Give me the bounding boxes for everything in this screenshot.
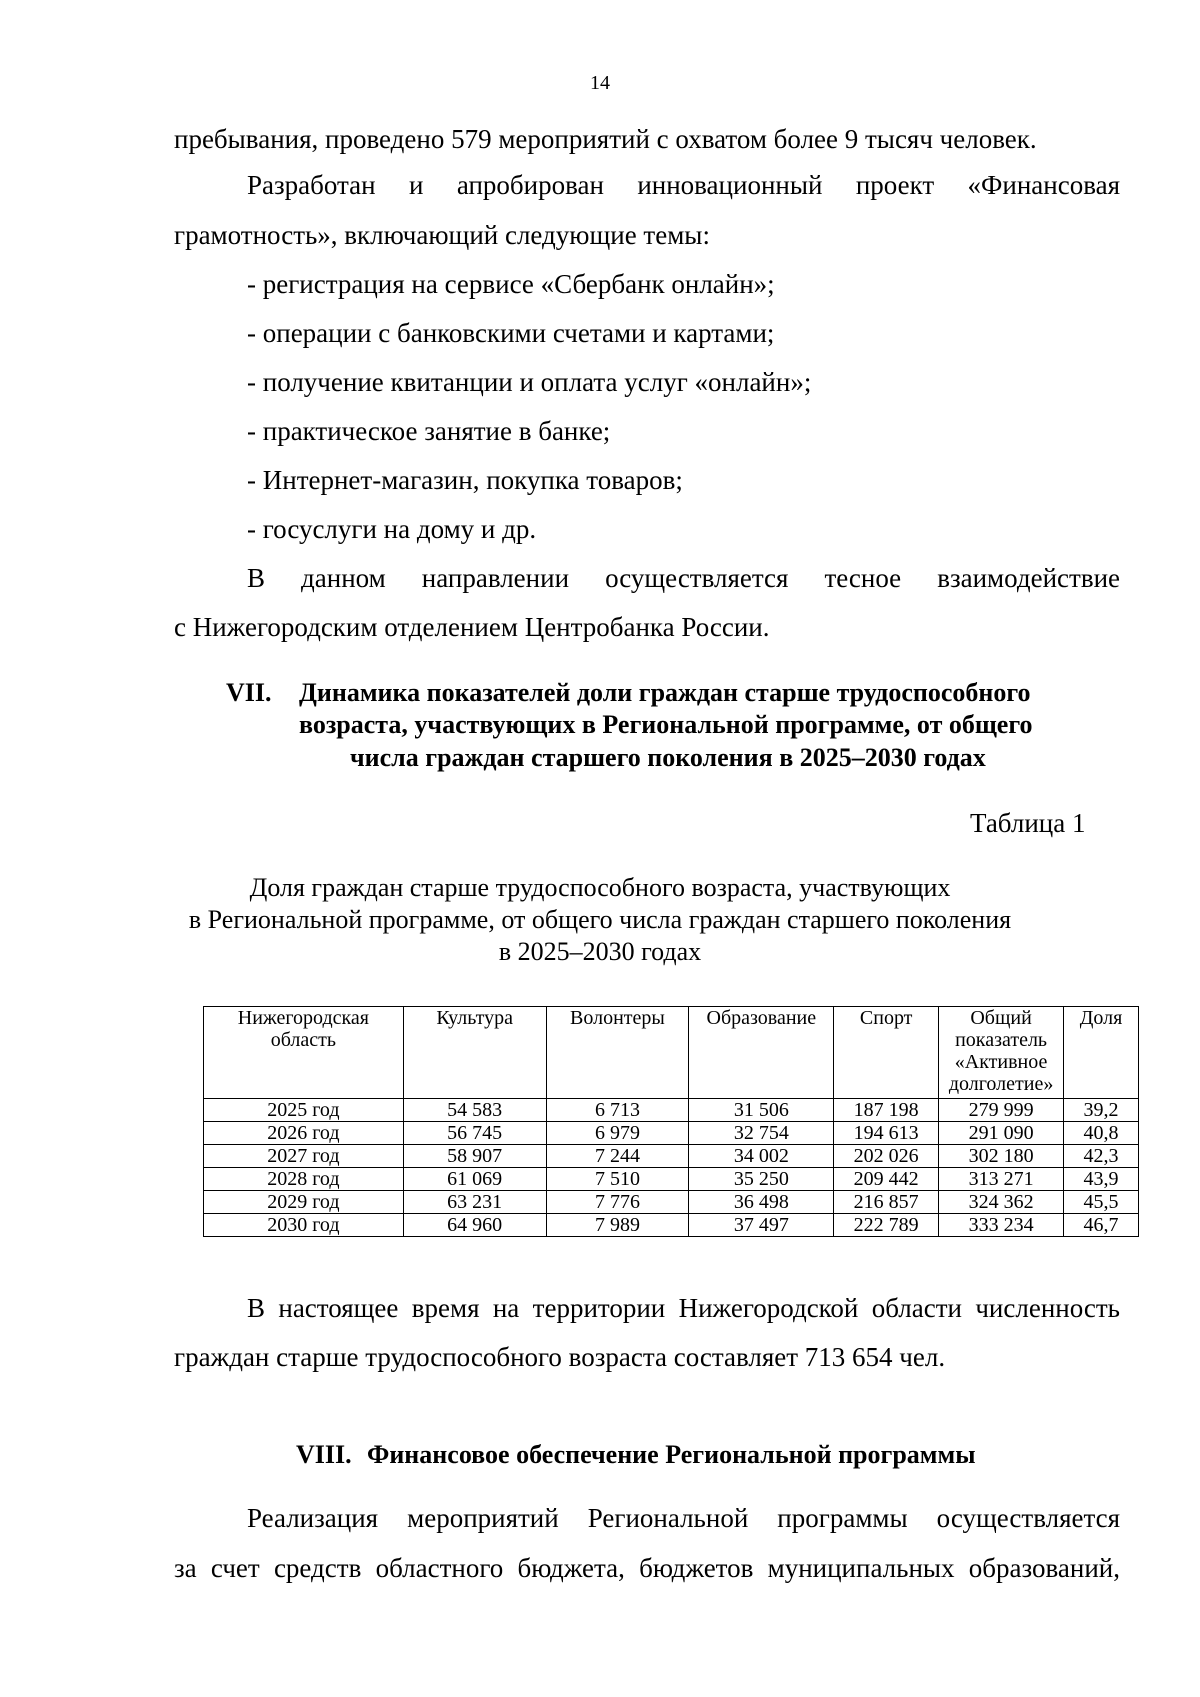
table-cell: 42,3 — [1064, 1145, 1139, 1168]
section-numeral: VII. — [226, 678, 272, 707]
table-cell: 2028 год — [204, 1168, 404, 1191]
table-cell: 32 754 — [689, 1122, 834, 1145]
table-cell: 2029 год — [204, 1191, 404, 1214]
section-title-line: Динамика показателей доли граждан старше трудоспособного — [299, 678, 1031, 707]
table-cell: 35 250 — [689, 1168, 834, 1191]
column-header: Спорт — [834, 1007, 939, 1099]
table-cell: 2027 год — [204, 1145, 404, 1168]
table-cell: 64 960 — [403, 1214, 546, 1237]
table-cell: 36 498 — [689, 1191, 834, 1214]
table-label: Таблица 1 — [970, 808, 1086, 838]
list-item: - практическое занятие в банке; — [247, 416, 611, 446]
list-item: - получение квитанции и оплата услуг «онлайн»; — [247, 367, 812, 397]
column-header: Доля — [1064, 1007, 1139, 1099]
table-cell: 313 271 — [939, 1168, 1064, 1191]
table-cell: 58 907 — [403, 1145, 546, 1168]
table-cell: 279 999 — [939, 1099, 1064, 1122]
data-table — [203, 1006, 1139, 1237]
table-cell: 202 026 — [834, 1145, 939, 1168]
table-cell: 7 776 — [546, 1191, 689, 1214]
list-item: - регистрация на сервисе «Сбербанк онлайн»; — [247, 269, 775, 299]
column-header: Образование — [689, 1007, 834, 1099]
table-cell: 2026 год — [204, 1122, 404, 1145]
table-row — [204, 1145, 1139, 1168]
table-caption-line: Доля граждан старше трудоспособного возраста, участвующих — [249, 873, 951, 902]
paragraph-line: грамотность», включающий следующие темы: — [174, 220, 710, 250]
table-header-row — [204, 1007, 1139, 1099]
list-item: - операции с банковскими счетами и картами; — [247, 318, 775, 348]
list-item: - госуслуги на дому и др. — [247, 514, 537, 544]
table-cell: 2030 год — [204, 1214, 404, 1237]
table-cell: 54 583 — [403, 1099, 546, 1122]
table-row — [204, 1214, 1139, 1237]
section-title-line: возраста, участвующих в Региональной программе, от общего — [299, 710, 1033, 739]
paragraph-line: пребывания, проведено 579 мероприятий с охватом более 9 тысяч человек. — [174, 124, 1037, 154]
table-cell: 63 231 — [403, 1191, 546, 1214]
table-row — [204, 1099, 1139, 1122]
paragraph-line: граждан старше трудоспособного возраста составляет 713 654 чел. — [174, 1342, 946, 1372]
table-cell: 7 244 — [546, 1145, 689, 1168]
table-cell: 333 234 — [939, 1214, 1064, 1237]
paragraph-line: с Нижегородским отделением Центробанка России. — [174, 612, 770, 642]
table-caption-line: в 2025–2030 годах — [498, 937, 702, 966]
table-cell: 222 789 — [834, 1214, 939, 1237]
paragraph-line: В данном направлении осуществляется тесное взаимодействие — [247, 563, 1120, 593]
table-cell: 56 745 — [403, 1122, 546, 1145]
section-title: Финансовое обеспечение Региональной программы — [367, 1440, 976, 1469]
section-title-line: числа граждан старшего поколения в 2025–2030 годах — [350, 743, 986, 772]
table-cell: 61 069 — [403, 1168, 546, 1191]
paragraph-line: Разработан и апробирован инновационный проект «Финансовая — [247, 170, 1120, 200]
table-cell: 34 002 — [689, 1145, 834, 1168]
section-numeral: VIII. — [296, 1440, 352, 1469]
table-cell: 6 979 — [546, 1122, 689, 1145]
table-cell: 302 180 — [939, 1145, 1064, 1168]
table-row — [204, 1122, 1139, 1145]
table-cell: 46,7 — [1064, 1214, 1139, 1237]
table-cell: 194 613 — [834, 1122, 939, 1145]
table-cell: 324 362 — [939, 1191, 1064, 1214]
table-cell: 187 198 — [834, 1099, 939, 1122]
table-cell: 43,9 — [1064, 1168, 1139, 1191]
table-cell: 2025 год — [204, 1099, 404, 1122]
table-row — [204, 1191, 1139, 1214]
column-header: Волонтеры — [546, 1007, 689, 1099]
column-header: Общий показатель «Активное долголетие» — [939, 1007, 1064, 1099]
page-number: 14 — [590, 72, 610, 94]
paragraph-line: за счет средств областного бюджета, бюджетов муниципальных образований, — [174, 1553, 1120, 1583]
table-cell: 31 506 — [689, 1099, 834, 1122]
paragraph-line: Реализация мероприятий Региональной программы осуществляется — [247, 1503, 1120, 1533]
table-caption-line: в Региональной программе, от общего числа граждан старшего поколения — [188, 905, 1012, 934]
paragraph-line: В настоящее время на территории Нижегородской области численность — [247, 1293, 1120, 1323]
table-cell: 40,8 — [1064, 1122, 1139, 1145]
table-cell: 37 497 — [689, 1214, 834, 1237]
table-cell: 209 442 — [834, 1168, 939, 1191]
column-header: Нижегородская область — [204, 1007, 404, 1099]
table-cell: 291 090 — [939, 1122, 1064, 1145]
table-cell: 39,2 — [1064, 1099, 1139, 1122]
table-cell: 7 510 — [546, 1168, 689, 1191]
table-cell: 45,5 — [1064, 1191, 1139, 1214]
list-item: - Интернет-магазин, покупка товаров; — [247, 465, 683, 495]
table-row — [204, 1168, 1139, 1191]
table-cell: 7 989 — [546, 1214, 689, 1237]
table-cell: 6 713 — [546, 1099, 689, 1122]
column-header: Культура — [403, 1007, 546, 1099]
table-cell: 216 857 — [834, 1191, 939, 1214]
